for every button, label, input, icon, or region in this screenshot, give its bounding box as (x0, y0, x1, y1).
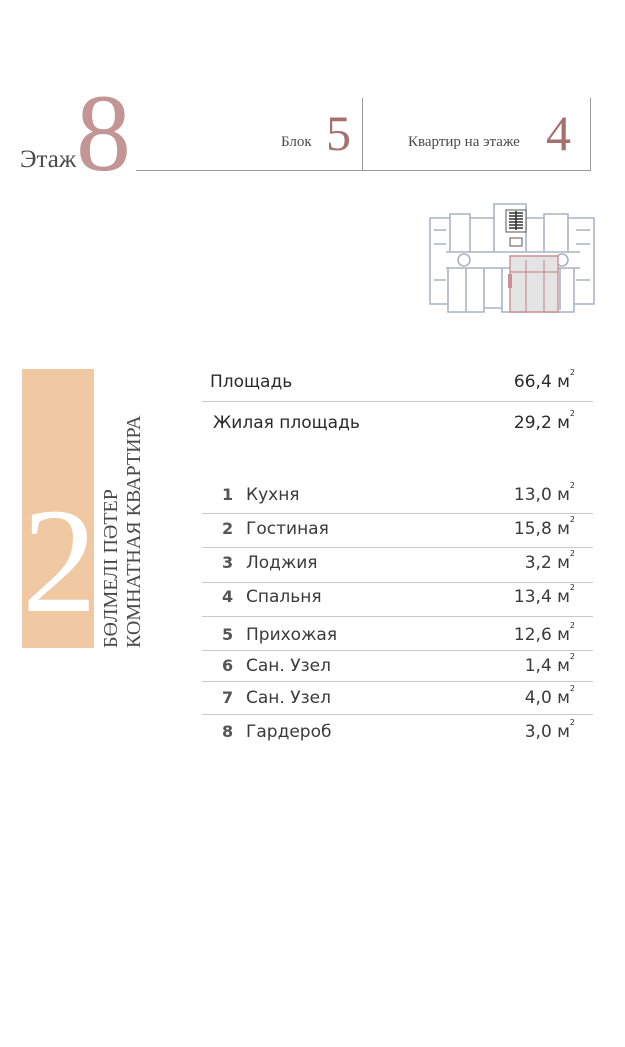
apartment-type-kz: БӨЛМЕЛІ ПӘТЕР (100, 489, 122, 648)
room-name: Прихожая (246, 625, 338, 645)
header-separator (590, 98, 591, 171)
row-divider (202, 616, 593, 617)
row-divider (202, 401, 593, 402)
room-area: 3,0 м (524, 722, 570, 742)
block-label: Блок (281, 134, 312, 150)
room-number: 6 (222, 656, 234, 675)
floor-key-plan (426, 200, 600, 318)
room-name: Сан. Узел (246, 688, 331, 708)
apartments-per-floor-label: Квартир на этаже (408, 134, 520, 150)
floor-number: 8 (76, 72, 131, 194)
row-divider (202, 513, 593, 514)
unit-superscript: 2 (569, 368, 575, 377)
apartment-type-ru: КОМНАТНАЯ КВАРТИРА (123, 415, 145, 648)
room-area: 15,8 м (513, 519, 570, 539)
apartment-type-title (100, 368, 146, 648)
room-row (212, 621, 592, 653)
room-number: 1 (222, 485, 234, 504)
floor-header (0, 0, 625, 200)
room-row (212, 583, 592, 615)
unit-superscript: 2 (569, 583, 575, 592)
room-area: 4,0 м (524, 688, 570, 708)
total-area-value: 66,4 м (513, 372, 570, 392)
room-row (212, 549, 592, 581)
room-row (212, 718, 592, 750)
room-number: 3 (222, 553, 234, 572)
unit-superscript: 2 (569, 515, 575, 524)
row-divider (202, 547, 593, 548)
unit-superscript: 2 (569, 409, 575, 418)
room-name: Кухня (246, 485, 300, 505)
room-area: 1,4 м (524, 656, 570, 676)
room-number: 7 (222, 688, 234, 707)
room-area: 13,0 м (513, 485, 570, 505)
total-area-label: Площадь (210, 372, 293, 392)
row-divider (202, 650, 593, 651)
floor-label: Этаж (20, 146, 77, 173)
unit-superscript: 2 (569, 621, 575, 630)
living-area-label: Жилая площадь (213, 413, 360, 433)
room-number: 4 (222, 587, 234, 606)
rooms-count: 2 (22, 478, 97, 644)
apartments-per-floor-number: 4 (546, 105, 571, 161)
room-area: 3,2 м (524, 553, 570, 573)
room-number: 5 (222, 625, 234, 644)
room-row (212, 515, 592, 547)
unit-superscript: 2 (569, 481, 575, 490)
room-name: Гостиная (246, 519, 329, 539)
unit-superscript: 2 (569, 684, 575, 693)
room-name: Сан. Узел (246, 656, 331, 676)
header-divider (136, 170, 591, 171)
unit-superscript: 2 (569, 549, 575, 558)
room-name: Гардероб (246, 722, 332, 742)
room-row (212, 684, 592, 716)
row-divider (202, 681, 593, 682)
row-divider (202, 582, 593, 583)
room-number: 2 (222, 519, 234, 538)
room-name: Спальня (246, 587, 322, 607)
unit-superscript: 2 (569, 718, 575, 727)
room-row (212, 652, 592, 684)
block-number: 5 (326, 105, 351, 161)
living-area-row (210, 409, 592, 443)
room-area: 13,4 м (513, 587, 570, 607)
unit-superscript: 2 (569, 652, 575, 661)
room-row (212, 481, 592, 513)
living-area-value: 29,2 м (513, 413, 570, 433)
room-name: Лоджия (246, 553, 318, 573)
header-separator (362, 98, 363, 171)
total-area-row (210, 368, 592, 402)
room-number: 8 (222, 722, 234, 741)
row-divider (202, 714, 593, 715)
room-area: 12,6 м (513, 625, 570, 645)
